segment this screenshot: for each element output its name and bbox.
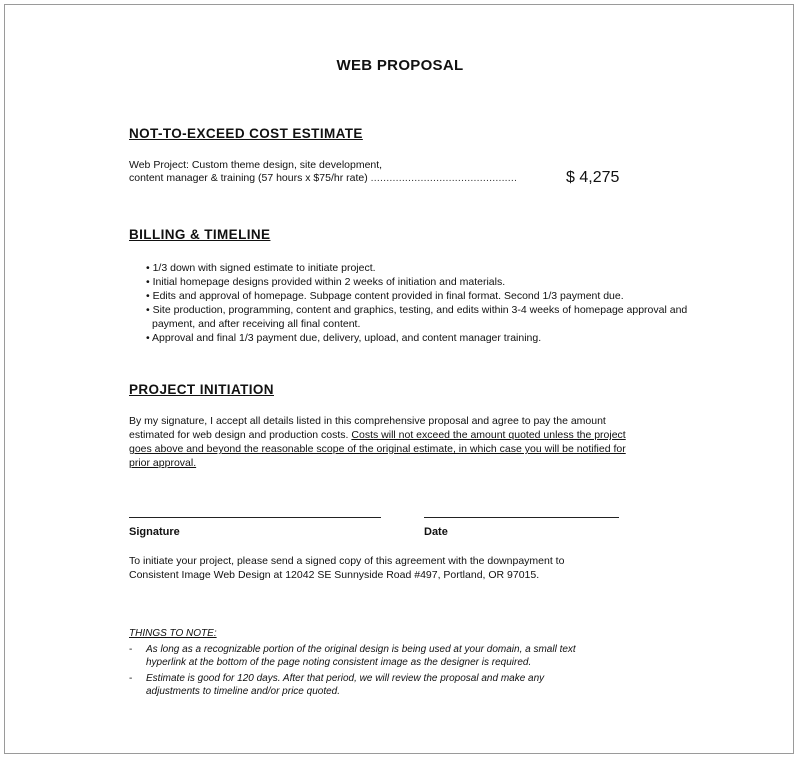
cost-description-line2: content manager & training (57 hours x $75/hr rate) (129, 172, 368, 184)
cost-estimate-heading: NOT-TO-EXCEED COST ESTIMATE (129, 126, 363, 141)
date-label: Date (424, 526, 448, 538)
list-item: - Estimate is good for 120 days. After that period, we will review the proposal and make any adjustments to timeline and/or price quoted. (129, 673, 545, 697)
document-title: WEB PROPOSAL (336, 57, 464, 74)
list-item: • 1/3 down with signed estimate to initiate project. (146, 262, 376, 274)
page-border (4, 4, 794, 754)
list-item: - As long as a recognizable portion of the original design is being used at your domain, a small text hyperlink at the bottom of the page noting consistent image as the designer is required. (129, 644, 576, 668)
project-initiation-heading: PROJECT INITIATION (129, 382, 274, 397)
billing-list (146, 261, 706, 345)
cost-description-line1: Web Project: Custom theme design, site development, (129, 159, 383, 171)
list-item: • Approval and final 1/3 payment due, delivery, upload, and content manager training. (146, 332, 542, 344)
instructions-line1: To initiate your project, please send a signed copy of this agreement with the downpayment to (129, 555, 565, 567)
list-item: • Initial homepage designs provided within 2 weeks of initiation and materials. (146, 276, 506, 288)
leader-dots: ............................................... (370, 172, 518, 184)
date-line[interactable] (424, 517, 619, 518)
signature-label: Signature (129, 526, 180, 538)
initiation-underlined-text: Costs will not exceed the amount quoted unless the project goes above and beyond the reasonable scope of the original estimate, in which case you will be notified for prior approval. (129, 429, 626, 469)
billing-timeline-heading: BILLING & TIMELINE (129, 227, 271, 242)
note-text: Estimate is good for 120 days. After that period, we will review the proposal and make any adjustments to timeline and/or price quoted. (146, 673, 545, 697)
list-item: • Site production, programming, content and graphics, testing, and edits within 3-4 weeks of homepage approval and payment, and after receiving all final content. (146, 304, 688, 330)
notes-heading: THINGS TO NOTE: (129, 628, 217, 639)
list-item: • Edits and approval of homepage. Subpage content provided in final format. Second 1/3 payment due. (146, 290, 624, 302)
note-text: As long as a recognizable portion of the original design is being used at your domain, a small text hyperlink at the bottom of the page noting consistent image as the designer is required. (146, 644, 576, 668)
instructions-line2: Consistent Image Web Design at 12042 SE Sunnyside Road #497, Portland, OR 97015. (129, 569, 540, 581)
initiation-text: By my signature, I accept all details listed in this comprehensive proposal and agree to pay the amount estimated for web design and production costs. (129, 415, 606, 441)
cost-amount: $ 4,275 (566, 169, 620, 186)
notes-list (129, 643, 599, 701)
cost-description-line2-row (129, 172, 517, 184)
signature-line[interactable] (129, 517, 381, 518)
initiation-paragraph (129, 414, 629, 470)
